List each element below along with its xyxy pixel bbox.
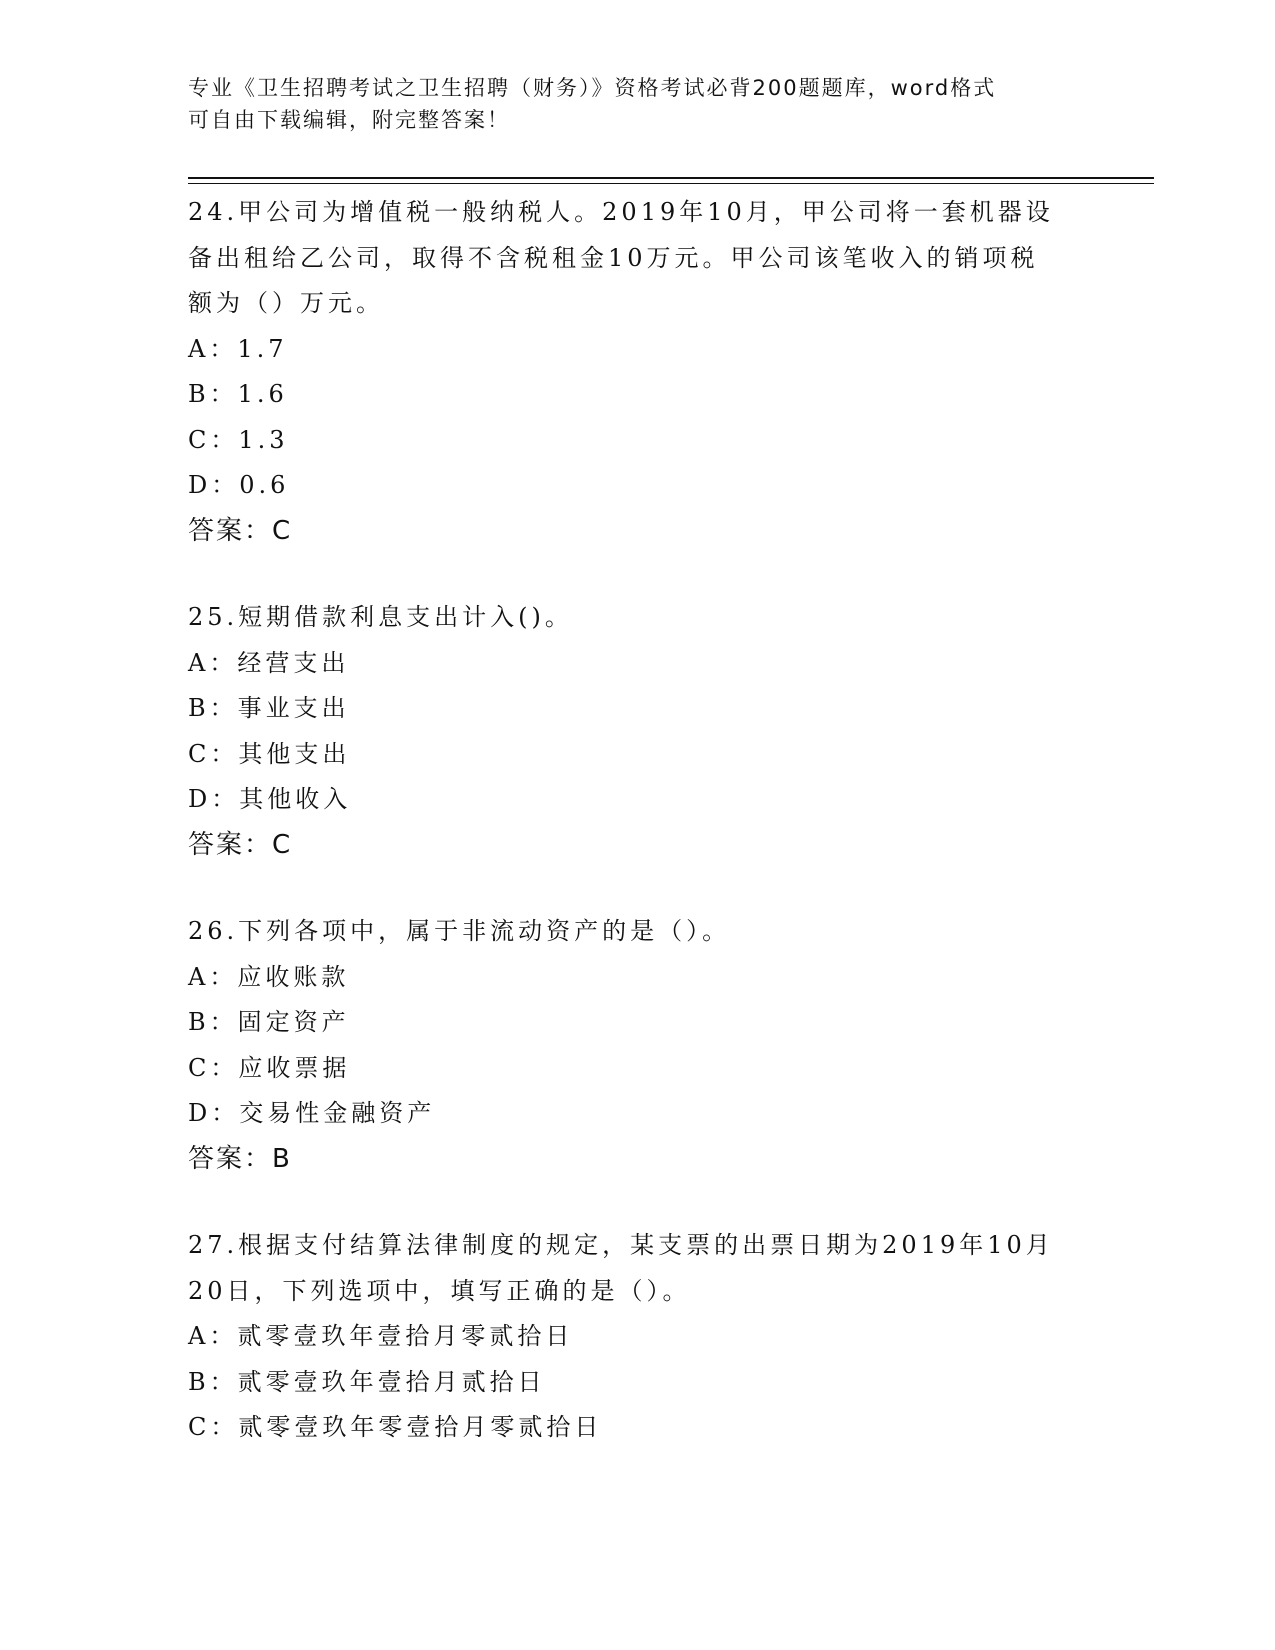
question-stem-line: 24.甲公司为增值税一般纳税人。2019年10月，甲公司将一套机器设 <box>188 198 1054 226</box>
correct-answer: 答案：C <box>188 515 293 546</box>
answer-option: D：0.6 <box>188 471 290 499</box>
question-list <box>188 190 1088 1492</box>
answer-option: B：1.6 <box>188 380 288 408</box>
answer-option: A：应收账款 <box>188 962 350 991</box>
answer-option: C：贰零壹玖年零壹拾月零贰拾日 <box>188 1413 603 1441</box>
answer-option: D：其他收入 <box>188 785 352 813</box>
answer-option: B：贰零壹玖年壹拾月贰拾日 <box>188 1367 546 1396</box>
question-stem-line: 27.根据支付结算法律制度的规定，某支票的出票日期为2019年10月 <box>188 1231 1054 1259</box>
question-stem-line: 25.短期借款利息支出计入()。 <box>188 603 573 631</box>
answer-option: A：1.7 <box>188 334 288 363</box>
question-stem-line: 额为（）万元。 <box>188 289 384 317</box>
answer-option: B：事业支出 <box>188 694 350 722</box>
answer-option: A：贰零壹玖年壹拾月零贰拾日 <box>188 1322 574 1350</box>
answer-option: C：1.3 <box>188 425 289 454</box>
header-line-2: 可自由下载编辑，附完整答案！ <box>188 108 510 132</box>
question-stem-line: 20日，下列选项中，填写正确的是（）。 <box>188 1276 691 1305</box>
header-line-1: 专业《卫生招聘考试之卫生招聘（财务）》资格考试必背200题题库，word格式 <box>188 76 997 100</box>
answer-option: C：其他支出 <box>188 739 351 768</box>
answer-option: D：交易性金融资产 <box>188 1099 436 1127</box>
correct-answer: 答案：B <box>188 1143 292 1174</box>
question-block <box>188 909 1088 1182</box>
question-block <box>188 595 1088 868</box>
answer-option: C：应收票据 <box>188 1053 351 1082</box>
question-stem-line: 26.下列各项中，属于非流动资产的是（）。 <box>188 917 731 945</box>
document-header <box>188 72 1088 136</box>
answer-option: B：固定资产 <box>188 1008 350 1036</box>
question-block <box>188 1223 1088 1451</box>
header-rule-thick <box>188 177 1154 179</box>
answer-option: A：经营支出 <box>188 648 350 677</box>
question-block <box>188 190 1088 554</box>
question-stem-line: 备出租给乙公司，取得不含税租金10万元。甲公司该笔收入的销项税 <box>188 243 1039 272</box>
correct-answer: 答案：C <box>188 829 293 860</box>
header-rule-thin <box>188 183 1154 184</box>
